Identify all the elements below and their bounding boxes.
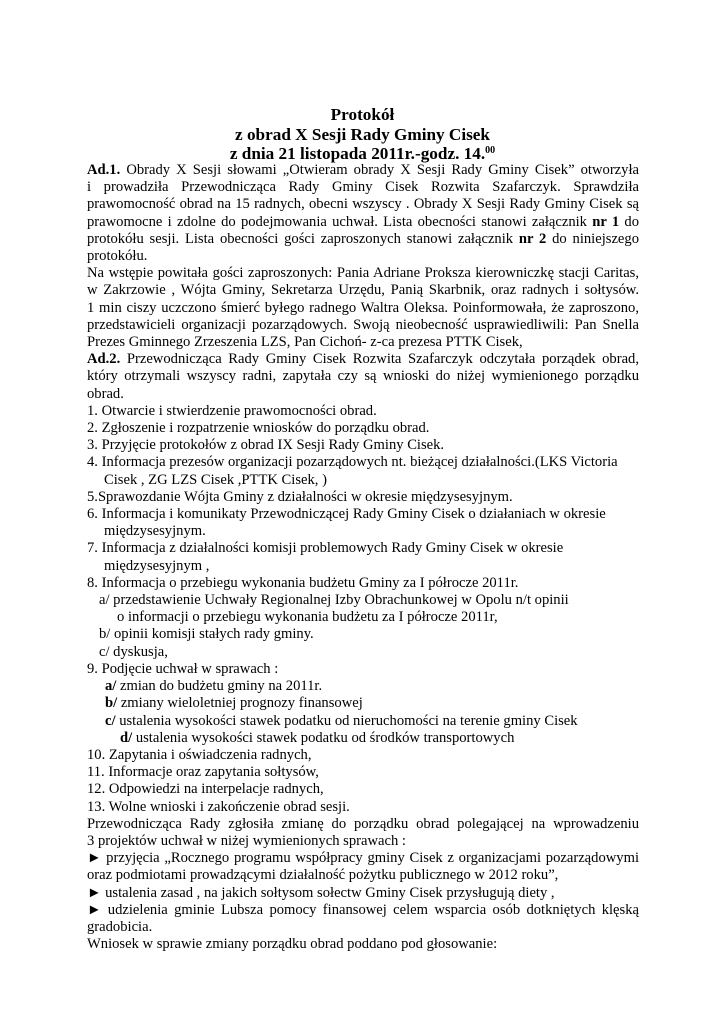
ad1-text-1: Obrady X Sesji słowami „Otwieram obrady X Sesji Rady Gminy Cisek” otworzyła — [120, 162, 639, 178]
greet-line-4: przedstawicieli organizacji pozarządowych. Swoją nieobecność usprawiedliwili: Pan Snella — [87, 316, 639, 333]
agenda-item-9d — [87, 730, 639, 747]
agenda-item-9a-label: a/ — [105, 678, 117, 695]
agenda-item-9b-label: b/ — [105, 695, 118, 712]
ad1-text-5c: do niniejszego — [546, 230, 639, 247]
agenda-item-13: 13. Wolne wnioski i zakończenie obrad sesji. — [87, 798, 350, 815]
title-line-1: Protokół — [330, 105, 395, 124]
agenda-item-10: 10. Zapytania i oświadczenia radnych, — [87, 746, 312, 763]
agenda-item-6: 6. Informacja i komunikaty Przewodniczącej Rady Gminy Cisek o działaniach w okresie — [87, 506, 606, 523]
agenda-item-4-cont: Cisek , ZG LZS Cisek ,PTTK Cisek, ) — [104, 471, 327, 488]
agenda-item-9: 9. Podjęcie uchwał w sprawach : — [87, 660, 279, 677]
agenda-item-8: 8. Informacja o przebiegu wykonania budżetu Gminy za I półrocze 2011r. — [87, 574, 519, 591]
title-line-2: z obrad X Sesji Rady Gminy Cisek — [235, 124, 490, 144]
attachment-1-ref: nr 1 — [592, 213, 620, 230]
ad1-label: Ad.1. — [87, 162, 121, 178]
ad1-line-1 — [87, 162, 639, 179]
attachment-2-ref: nr 2 — [518, 230, 547, 247]
ad2-line-1 — [87, 351, 639, 368]
ad1-text-4a: prawomocne i zdolne do podejmowania uchwał. Lista obecności stanowi załącznik — [87, 213, 593, 230]
agenda-item-8a: a/ przedstawienie Uchwały Regionalnej Izby Obrachunkowej w Opolu n/t opinii — [99, 592, 569, 609]
ad2-label: Ad.2. — [87, 351, 121, 368]
greet-line-3: 1 min ciszy uczczono śmierć byłego radnego Waltra Oleksa. Poinformowała, że zaproszono, — [87, 299, 639, 316]
ad1-line-2: i prowadziła Przewodnicząca Rady Gminy Cisek Rozwita Szafarczyk. Sprawdziła — [87, 179, 639, 196]
ad1-line-3: prawomocność obrad na 15 radnych, obecni wszyscy . Obrady X Sesji Rady Gminy Cisek są — [87, 196, 639, 213]
greet-line-5: Prezes Gminnego Zrzeszenia LZS, Pan Cichoń- z-ca prezesa PTTK Cisek, — [87, 334, 523, 351]
agenda-item-9c-label: c/ — [105, 712, 116, 729]
agenda-item-9b-text: zmiany wieloletniej prognozy finansowej — [117, 695, 363, 712]
ad1-text-5a: protokółu sesji. Lista obecności gości zaproszonych stanowi załącznik — [87, 230, 519, 247]
ad1-line-5 — [87, 231, 639, 248]
ad2-line-2: który otrzymali wszyscy radni, zapytała czy są wnioski do niżej wymienionego porządku — [87, 368, 639, 385]
agenda-item-3: 3. Przyjęcie protokołów z obrad IX Sesji Rady Gminy Cisek. — [87, 437, 445, 454]
ad2-text-1: Przewodnicząca Rady Gminy Cisek Rozwita Szafarczyk odczytała porządek obrad, — [120, 351, 639, 368]
agenda-item-9b — [87, 695, 639, 712]
agenda-item-9d-text: ustalenia wysokości stawek podatku od środków transportowych — [132, 729, 515, 746]
change-bullet-3-cont: gradobicia. — [87, 918, 153, 935]
agenda-item-1: 1. Otwarcie i stwierdzenie prawomocności obrad. — [87, 402, 377, 419]
change-bullet-1: ► przyjęcia „Rocznego programu współpracy gminy Cisek z organizacjami pozarządowymi — [87, 850, 639, 867]
vote-line: Wniosek w sprawie zmiany porządku obrad poddano pod głosowanie: — [87, 936, 498, 953]
agenda-item-8b: b/ opinii komisji stałych rady gminy. — [99, 626, 314, 643]
agenda-item-9a — [87, 678, 639, 695]
agenda-item-5: 5.Sprawozdanie Wójta Gminy z działalności w okresie międzysesyjnym. — [87, 488, 513, 505]
agenda-item-9a-text: zmian do budżetu gminy na 2011r. — [116, 678, 323, 695]
agenda-item-12: 12. Odpowiedzi na interpelacje radnych, — [87, 781, 324, 798]
agenda-item-8a-cont: o informacji o przebiegu wykonania budżetu za I półrocze 2011r, — [117, 609, 498, 626]
change-line-1: Przewodnicząca Rady zgłosiła zmianę do porządku obrad polegającej na wprowadzeniu — [87, 815, 639, 832]
agenda-item-11: 11. Informacje oraz zapytania sołtysów, — [87, 764, 319, 781]
agenda-item-7: 7. Informacja z działalności komisji problemowych Rady Gminy Cisek w okresie — [87, 540, 564, 557]
ad1-line-4 — [87, 214, 639, 231]
agenda-item-4: 4. Informacja prezesów organizacji pozarządowych nt. bieżącej działalności.(LKS Victoria — [87, 454, 618, 471]
ad1-line-6: protokółu. — [87, 248, 148, 265]
agenda-item-7-cont: międzysesyjnym , — [104, 557, 210, 574]
title-line-3 — [0, 144, 725, 164]
ad2-line-3: obrad. — [87, 385, 124, 402]
greet-line-1: Na wstępie powitała gości zaproszonych: Pania Adriane Proksza kierowniczkę stacji Caritas, — [87, 265, 639, 282]
change-bullet-1-cont: oraz podmiotami prowadzącymi działalność pożytku publicznego w 2012 roku”, — [87, 867, 559, 884]
change-line-2: 3 projektów uchwał w niżej wymienionych sprawach : — [87, 832, 406, 849]
document-title — [0, 105, 725, 164]
agenda-item-9c-text: ustalenia wysokości stawek podatku od nieruchomości na terenie gminy Cisek — [115, 712, 578, 729]
change-bullet-3: ► udzielenia gminie Lubsza pomocy finansowej celem wsparcia osób dotkniętych klęską — [87, 901, 639, 918]
greet-line-2: w Zakrzowie , Wójta Gminy, Sekretarza Urzędu, Panią Skarbnik, oraz radnych i sołtysów. — [87, 282, 639, 299]
agenda-item-9c — [87, 713, 639, 730]
agenda-item-6-cont: międzysesyjnym. — [104, 523, 206, 540]
document-body — [87, 162, 639, 953]
title-date: z dnia 21 listopada 2011r.-godz. 14. — [229, 144, 486, 163]
agenda-item-8c: c/ dyskusja, — [99, 643, 168, 660]
agenda-item-2: 2. Zgłoszenie i rozpatrzenie wniosków do porządku obrad. — [87, 420, 430, 437]
agenda-item-9d-label: d/ — [120, 729, 133, 746]
title-time-superscript: 00 — [485, 145, 496, 156]
change-bullet-2: ► ustalenia zasad , na jakich sołtysom sołectw Gminy Cisek przysługują diety , — [87, 884, 555, 901]
ad1-text-4c: do — [619, 213, 639, 230]
